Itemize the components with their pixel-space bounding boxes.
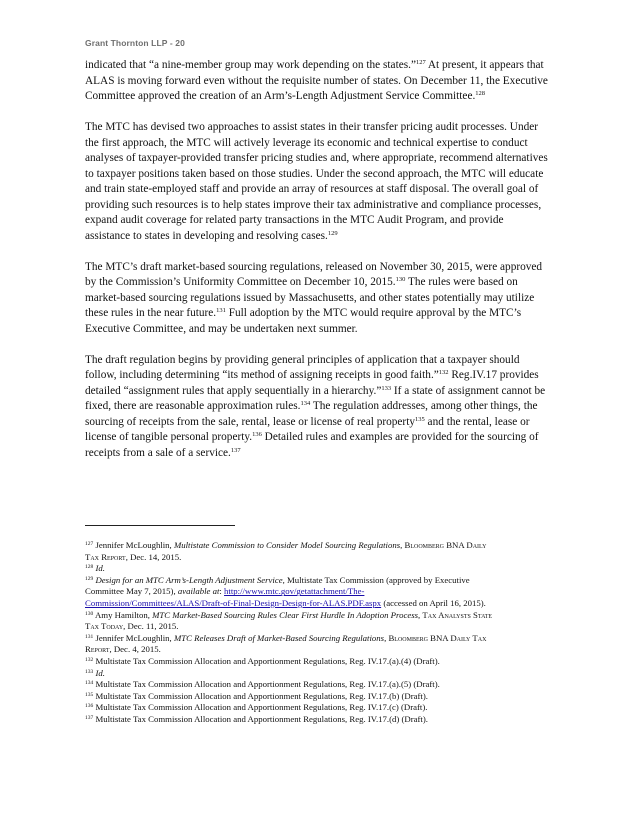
- text: Detailed rules and examples are provided for the sourcing of receipts from a sale of a service.: [85, 431, 539, 459]
- footnote-number: 132: [85, 656, 94, 663]
- footnote-number: 134: [85, 680, 94, 687]
- italic-title: MTC Market-Based Sourcing Rules Clear First Hurdle In Adoption Process: [152, 609, 419, 620]
- italic-title: Design for an MTC Arm’s-Length Adjustment Service: [95, 574, 283, 585]
- text: Multistate Tax Commission Allocation and Apportionment Regulations, Reg. IV.17.(d) (Draft).: [93, 713, 428, 724]
- text: If a state of assignment cannot be fixed, there are reasonable approximation rules.: [85, 384, 546, 412]
- text: ,: [418, 609, 423, 620]
- text: Amy Hamilton,: [93, 609, 153, 620]
- mtc-link[interactable]: http://www.mtc.gov/getattachment/The-Commission/Committees/ALAS/Draft-of-Final-Design-Design-for-ALAS.PDF.aspx: [85, 586, 382, 608]
- footnote-ref[interactable]: 130: [395, 276, 406, 283]
- footnote-133: [85, 668, 495, 680]
- italic-title: Multistate Commission to Consider Model Sourcing Regulations: [173, 540, 401, 550]
- footnote-ref[interactable]: 127: [415, 59, 426, 66]
- text: Multistate Tax Commission Allocation and Apportionment Regulations, Reg. IV.17.(a).(4) (Draft).: [93, 655, 440, 666]
- paragraph-1: [85, 58, 549, 105]
- footnote-ref[interactable]: 135: [414, 415, 425, 423]
- footnote-132: [85, 656, 495, 668]
- footnote-129: [85, 575, 495, 610]
- footnote-number: 136: [85, 703, 94, 710]
- text: Jennifer McLoughlin,: [93, 540, 174, 550]
- available-at: available at: [177, 586, 220, 597]
- text: At present, it appears that ALAS is moving forward even without the requisite number of states. On December 11, the Executive Committee approved the creation of an Arm’s-Length Adjustment Service Committee.: [85, 59, 548, 102]
- text: , Dec. 14, 2015.: [125, 551, 182, 562]
- footnote-number: 127: [85, 541, 94, 547]
- footnote-130: [85, 610, 495, 633]
- footnote-ref[interactable]: 131: [216, 307, 226, 314]
- publication: Bloomberg BNA Daily Tax Report: [85, 540, 487, 562]
- footnote-number: 128: [85, 564, 94, 571]
- text: , Dec. 11, 2015.: [123, 621, 179, 632]
- paragraph-2: [85, 120, 549, 244]
- paragraph-3: [85, 260, 549, 338]
- text: Jennifer McLoughlin,: [93, 632, 174, 643]
- footnote-135: [85, 691, 495, 703]
- text: The MTC has devised two approaches to assist states in their transfer pricing audit processes. Under the first approach, the MTC will actively leverage its economic and technical expertise to conduct analyses of taxpayer-provided transfer pricing studies and, where appropriate, recommend alternatives to taxpayer positions taken based on those studies. Under the second approach, the MTC will educate and train state-employed staff and provide an array of resources at staff disposal. The overall goal of providing such resources is to help states improve their tax administrative and compliance processes, expand audit coverage for related party transactions in the MTC Audit Program, and provide assistance to states in developing and resolving cases.: [85, 121, 548, 242]
- footnote-136: [85, 702, 495, 714]
- footnote-divider: [85, 525, 235, 526]
- footnote-ref[interactable]: 137: [230, 446, 241, 454]
- footnote-ref[interactable]: 129: [327, 229, 338, 237]
- footnotes: [85, 540, 495, 726]
- footnote-131: [85, 633, 495, 656]
- footnote-number: 129: [85, 575, 94, 582]
- text: Full adoption by the MTC would require approval by the MTC’s Executive Committee, and may be undertaken next summer.: [85, 307, 522, 335]
- text: Multistate Tax Commission Allocation and Apportionment Regulations, Reg. IV.17.(a).(5) (Draft).: [93, 679, 440, 690]
- footnote-ref[interactable]: 136: [252, 431, 262, 438]
- footnote-number: 130: [85, 610, 94, 617]
- footnote-ref[interactable]: 133: [381, 384, 392, 392]
- text: The draft regulation begins by providing general principles of application that a taxpayer should follow, including determining “its method of assigning receipts in good faith.”: [85, 353, 520, 381]
- publication: Tax Analysts State Tax Today: [85, 609, 493, 632]
- footnote-134: [85, 679, 495, 691]
- footnote-137: [85, 714, 495, 726]
- text: indicated that “a nine-member group may work depending on the states.”: [85, 59, 416, 71]
- text: The regulation addresses, among other things, the sourcing of receipts from the sale, rental, lease or license of real property: [85, 400, 538, 428]
- publication: Bloomberg BNA Daily Tax Report: [85, 632, 487, 655]
- body-text: [85, 58, 549, 477]
- text: Multistate Tax Commission Allocation and Apportionment Regulations, Reg. IV.17.(c) (Draft).: [93, 702, 428, 713]
- text: (accessed on April 16, 2015).: [381, 597, 486, 608]
- footnote-128: [85, 563, 495, 575]
- footnote-127: [85, 540, 495, 563]
- text: The rules were based on market-based sourcing regulations issued by Massachusetts, and other states potentially may utilize these rules in the near future.: [85, 276, 535, 319]
- footnote-number: 131: [85, 633, 94, 640]
- paragraph-4: [85, 353, 549, 462]
- text: ,: [384, 632, 389, 643]
- footnote-ref[interactable]: 132: [438, 369, 449, 376]
- text: ,: [400, 540, 405, 550]
- text: :: [219, 586, 225, 597]
- footnote-ref[interactable]: 128: [475, 90, 486, 97]
- page-header: Grant Thornton LLP - 20: [85, 38, 185, 48]
- text: Multistate Tax Commission Allocation and Apportionment Regulations, Reg. IV.17.(b) (Draft).: [93, 690, 428, 701]
- text: Reg.IV.17 provides detailed “assignment rules that apply sequentially in a hierarchy.”: [85, 369, 539, 397]
- text: , Dec. 4, 2015.: [109, 644, 161, 655]
- footnote-number: 133: [85, 668, 94, 675]
- text: The MTC’s draft market-based sourcing regulations, released on November 30, 2015, were approved by the Commission’s Uniformity Committee on December 10, 2015.: [85, 260, 543, 288]
- italic-title: Id.: [95, 667, 105, 678]
- italic-title: MTC Releases Draft of Market-Based Sourcing Regulations: [173, 632, 385, 643]
- text: and the rental, lease or license of tangible personal property.: [85, 415, 530, 443]
- italic-title: Id.: [95, 563, 105, 574]
- text: , Multistate Tax Commission (approved by Executive Committee May 7, 2015),: [85, 574, 470, 597]
- footnote-number: 135: [85, 691, 94, 698]
- footnote-number: 137: [85, 714, 94, 721]
- footnote-ref[interactable]: 134: [300, 400, 311, 407]
